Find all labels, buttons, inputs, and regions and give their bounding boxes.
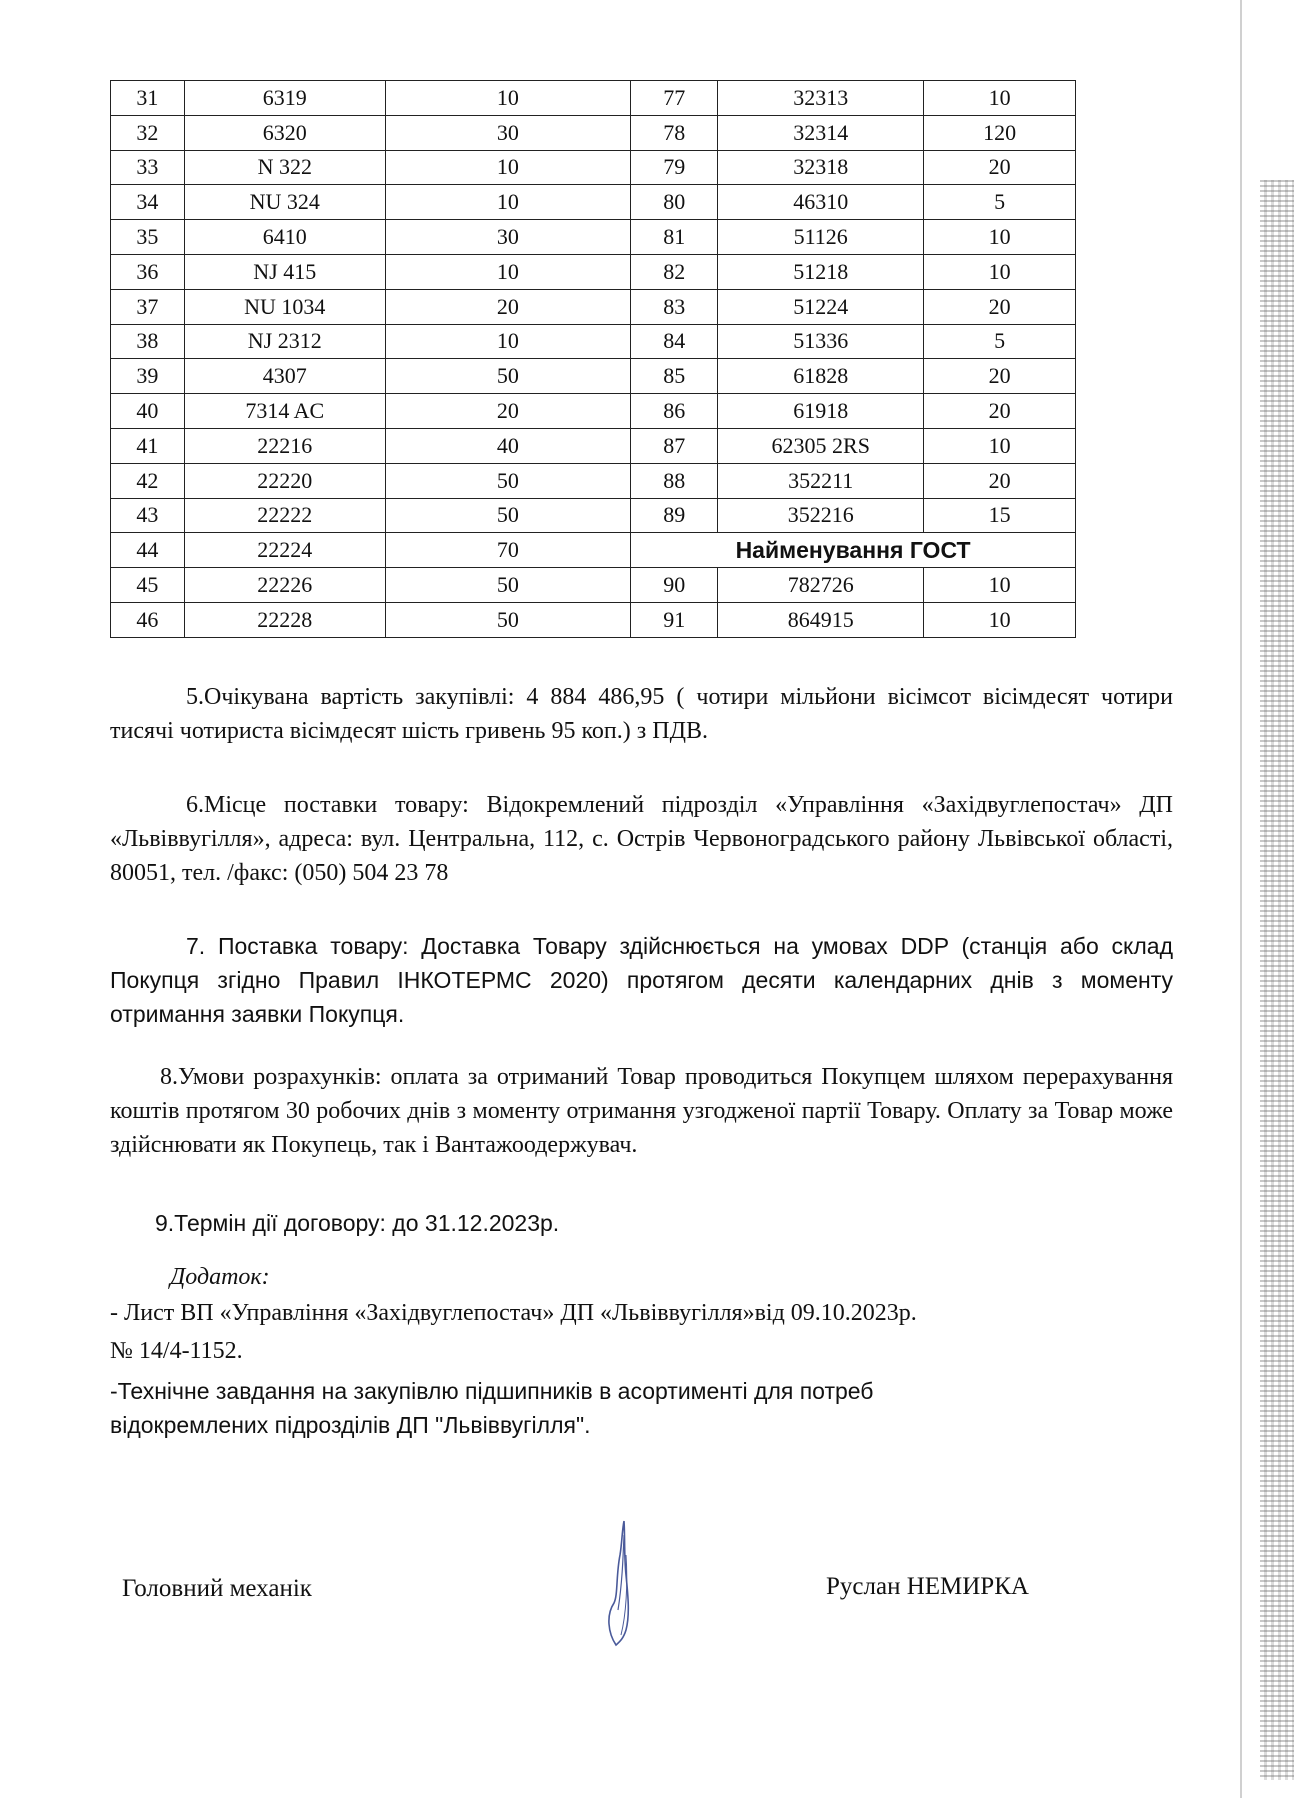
table-cell: 6410 — [184, 220, 385, 255]
table-row — [111, 220, 1076, 255]
table-cell: 61918 — [718, 394, 924, 429]
table-cell: 20 — [385, 289, 630, 324]
table-row — [111, 81, 1076, 116]
table-row — [111, 394, 1076, 429]
table-cell: 10 — [385, 81, 630, 116]
table-cell: NJ 415 — [184, 254, 385, 289]
signatory-name: Руслан НЕМИРКА — [826, 1573, 1029, 1600]
table-row — [111, 254, 1076, 289]
table-row — [111, 359, 1076, 394]
table-cell: 20 — [385, 394, 630, 429]
table-cell: 82 — [631, 254, 718, 289]
table-cell: 34 — [111, 185, 185, 220]
table-cell: 78 — [631, 115, 718, 150]
addendum-item-2: -Технічне завдання на закупівлю підшипників в асортименті для потреб — [110, 1378, 874, 1404]
addendum-item-2-cont: відокремлених підрозділів ДП "Львіввугілля". — [110, 1412, 591, 1438]
table-cell: 50 — [385, 602, 630, 637]
table-cell: 10 — [924, 602, 1076, 637]
table-cell: 40 — [111, 394, 185, 429]
table-cell: 10 — [924, 220, 1076, 255]
paragraph-7: 7. Поставка товару: Доставка Товару здійснюється на умовах DDP (станція або склад Покупця згідно Правил ІНКОТЕРМС 2020) протягом десяти календарних днів з моменту отримання заявки Покупця. — [110, 933, 1173, 1027]
table-cell: 10 — [385, 324, 630, 359]
table-cell: 32314 — [718, 115, 924, 150]
table-cell: 31 — [111, 81, 185, 116]
table-cell: 10 — [385, 185, 630, 220]
scan-edge-artifact — [1260, 180, 1294, 1780]
table-cell: 5 — [924, 324, 1076, 359]
table-cell: 6319 — [184, 81, 385, 116]
table-cell: 77 — [631, 81, 718, 116]
table-cell: 10 — [924, 81, 1076, 116]
table-cell: 7314 AC — [184, 394, 385, 429]
table-cell: 44 — [111, 533, 185, 568]
table-cell: 20 — [924, 394, 1076, 429]
addendum-item-1: - Лист ВП «Управління «Західвуглепостач» ДП «Львіввугілля»від 09.10.2023р. — [110, 1300, 917, 1326]
table-cell: 10 — [924, 428, 1076, 463]
table-cell: 79 — [631, 150, 718, 185]
table-cell: 84 — [631, 324, 718, 359]
table-cell: N 322 — [184, 150, 385, 185]
table-cell: 30 — [385, 220, 630, 255]
table-cell: 86 — [631, 394, 718, 429]
table-cell: 83 — [631, 289, 718, 324]
table-cell: 38 — [111, 324, 185, 359]
table-cell: 45 — [111, 568, 185, 603]
table-cell: 50 — [385, 568, 630, 603]
table-cell: 352216 — [718, 498, 924, 533]
table-cell: 20 — [924, 463, 1076, 498]
table-cell: 22226 — [184, 568, 385, 603]
scan-edge-line — [1240, 0, 1242, 1798]
table-cell: 51336 — [718, 324, 924, 359]
table-cell: 61828 — [718, 359, 924, 394]
table-cell: 22224 — [184, 533, 385, 568]
addendum-title: Додаток: — [170, 1264, 270, 1290]
table-cell: 35 — [111, 220, 185, 255]
table-cell: 51224 — [718, 289, 924, 324]
table-cell: 50 — [385, 463, 630, 498]
paragraph-6: 6.Місце поставки товару: Відокремлений підрозділ «Управління «Західвуглепостач» ДП «Львіввугілля», адреса: вул. Центральна, 112, с. Острів Червоноградського району Львівської області, 80051, тел. /факс: (050) 504 23 78 — [110, 792, 1173, 886]
table-cell: 46310 — [718, 185, 924, 220]
table-row — [111, 150, 1076, 185]
table-cell: 91 — [631, 602, 718, 637]
table-cell: 80 — [631, 185, 718, 220]
table-cell: 70 — [385, 533, 630, 568]
table-cell: 81 — [631, 220, 718, 255]
table-cell: 39 — [111, 359, 185, 394]
table-cell: 36 — [111, 254, 185, 289]
table-cell: 90 — [631, 568, 718, 603]
table-cell: 42 — [111, 463, 185, 498]
table-row — [111, 568, 1076, 603]
table-cell: 10 — [924, 254, 1076, 289]
table-cell: 782726 — [718, 568, 924, 603]
table-cell: NJ 2312 — [184, 324, 385, 359]
table-cell: 6320 — [184, 115, 385, 150]
table-cell: 85 — [631, 359, 718, 394]
paragraph-8: 8.Умови розрахунків: оплата за отриманий Товар проводиться Покупцем шляхом перерахування коштів протягом 30 робочих днів з моменту отримання узгодженої партії Товару. Оплату за Товар може здійснювати як Покупець, так і Вантажоодержувач. — [110, 1064, 1173, 1158]
table-section-header: Найменування ГОСТ — [631, 533, 1076, 568]
table-cell: 41 — [111, 428, 185, 463]
table-row — [111, 428, 1076, 463]
paragraph-5: 5.Очікувана вартість закупівлі: 4 884 486,95 ( чотири мільйони вісімсот вісімдесят чотири тисячі чотириста вісімдесят шість гривень 95 коп.) з ПДВ. — [110, 684, 1173, 744]
table-cell: 10 — [385, 254, 630, 289]
table-cell: 62305 2RS — [718, 428, 924, 463]
handwritten-signature — [588, 1515, 648, 1655]
table-cell: 32313 — [718, 81, 924, 116]
table-cell: 89 — [631, 498, 718, 533]
table-cell: 37 — [111, 289, 185, 324]
bearings-table — [110, 80, 1076, 638]
table-row — [111, 324, 1076, 359]
table-cell: NU 324 — [184, 185, 385, 220]
table-cell: 10 — [924, 568, 1076, 603]
table-cell: 51126 — [718, 220, 924, 255]
table-row — [111, 185, 1076, 220]
table-cell: 32318 — [718, 150, 924, 185]
table-cell: 864915 — [718, 602, 924, 637]
table-cell: 120 — [924, 115, 1076, 150]
table-row — [111, 533, 1076, 568]
table-cell: 32 — [111, 115, 185, 150]
table-cell: 46 — [111, 602, 185, 637]
table-cell: 4307 — [184, 359, 385, 394]
table-cell: 43 — [111, 498, 185, 533]
table-cell: 15 — [924, 498, 1076, 533]
table-row — [111, 602, 1076, 637]
table-cell: 50 — [385, 498, 630, 533]
table-cell: NU 1034 — [184, 289, 385, 324]
table-cell: 50 — [385, 359, 630, 394]
signatory-role: Головний механік — [122, 1575, 312, 1602]
table-cell: 30 — [385, 115, 630, 150]
table-row — [111, 115, 1076, 150]
table-cell: 22222 — [184, 498, 385, 533]
table-cell: 22220 — [184, 463, 385, 498]
paragraph-9: 9.Термін дії договору: до 31.12.2023р. — [155, 1210, 560, 1236]
table-cell: 88 — [631, 463, 718, 498]
table-cell: 5 — [924, 185, 1076, 220]
table-cell: 20 — [924, 359, 1076, 394]
table-row — [111, 498, 1076, 533]
table-cell: 22216 — [184, 428, 385, 463]
table-cell: 20 — [924, 289, 1076, 324]
table-row — [111, 289, 1076, 324]
table-cell: 10 — [385, 150, 630, 185]
table-cell: 87 — [631, 428, 718, 463]
table-row — [111, 463, 1076, 498]
table-cell: 352211 — [718, 463, 924, 498]
table-cell: 40 — [385, 428, 630, 463]
table-cell: 20 — [924, 150, 1076, 185]
table-cell: 22228 — [184, 602, 385, 637]
addendum-item-1-number: № 14/4-1152. — [110, 1338, 243, 1364]
table-cell: 33 — [111, 150, 185, 185]
table-cell: 51218 — [718, 254, 924, 289]
